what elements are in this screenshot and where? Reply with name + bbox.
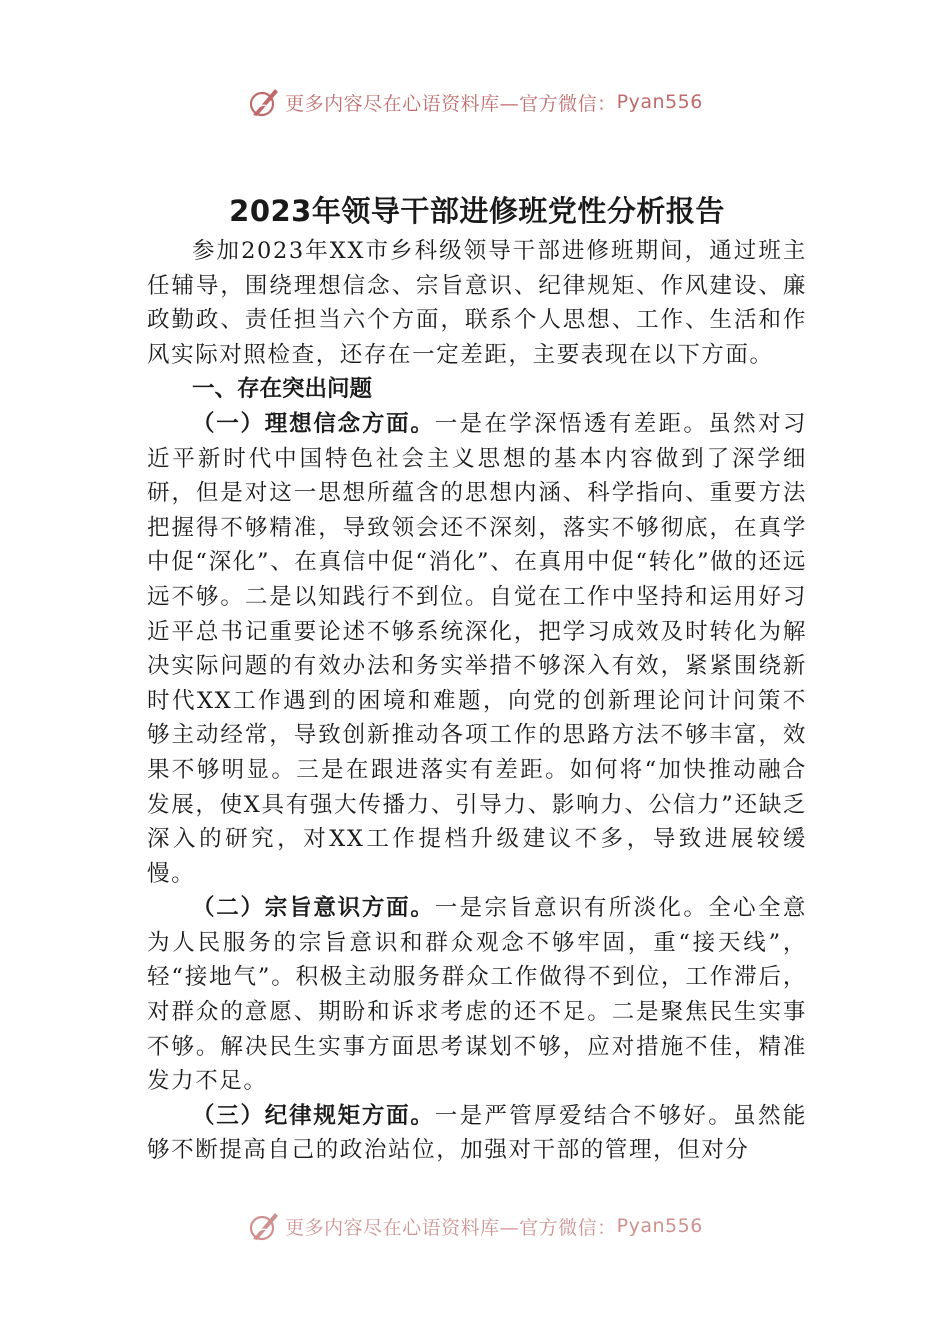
quill-pen-logo-icon <box>247 1209 281 1243</box>
paragraph-discipline-body: 一是严管厚爱结合不够好。虽然能够不断提高自己的政治站位，加强对干部的管理，但对分 <box>147 1102 807 1164</box>
document-body <box>147 188 807 1168</box>
subheading-discipline: （三）纪律规矩方面。 <box>192 1102 435 1129</box>
subheading-purpose: （二）宗旨意识方面。 <box>192 895 435 922</box>
document-title: 2023年领导干部进修班党性分析报告 <box>229 194 725 228</box>
subheading-ideals: （一）理想信念方面。 <box>192 410 435 437</box>
paragraph-ideals <box>147 407 807 891</box>
paragraph-discipline <box>147 1099 807 1168</box>
paragraph-ideals-body: 一是在学深悟透有差距。虽然对习近平新时代中国特色社会主义思想的基本内容做到了深学细研，但是对这一思想所蕴含的思想内涵、科学指向、重要方法把握得不够精准，导致领会还不深刻，落实不够彻底，在真学中促“深化”、在真信中促“消化”、在真用中促“转化”做的还远远不够。二是以知践行不到位。自觉在工作中坚持和运用好习近平总书记重要论述不够系统深化，把学习成效及时转化为解决实际问题的有效办法和务实举措不够深入有效，紧紧围绕新时代XX工作遇到的困境和难题，向党的创新理论问计问策不够主动经常，导致创新推动各项工作的思路方法不够丰富，效果不够明显。三是在跟进落实有差距。如何将“加快推动融合发展，使X具有强大传播力、引导力、影响力、公信力”还缺乏深入的研究，对XX工作提档升级建议不多，导致进展较缓慢。 <box>147 410 807 887</box>
section-heading: 一、存在突出问题 <box>192 376 373 403</box>
watermark-header <box>0 82 950 122</box>
watermark-wechat-id: Pyan556 <box>616 91 703 113</box>
watermark-text: 更多内容尽在心语资料库—官方微信： <box>285 92 617 115</box>
watermark-footer <box>0 1206 950 1246</box>
paragraph-purpose <box>147 891 807 1099</box>
intro-paragraph: 参加2023年XX市乡科级领导干部进修班期间，通过班主任辅导，围绕理想信念、宗旨意识、纪律规矩、作风建设、廉政勤政、责任担当六个方面，联系个人思想、工作、生活和作风实际对照检查，还存在一定差距，主要表现在以下方面。 <box>147 238 807 368</box>
paragraph-purpose-body: 一是宗旨意识有所淡化。全心全意为人民服务的宗旨意识和群众观念不够牢固，重“接天线”，轻“接地气”。积极主动服务群众工作做得不到位，工作滞后，对群众的意愿、期盼和诉求考虑的还不足。二是聚焦民生实事不够。解决民生实事方面思考谋划不够，应对措施不佳，精准发力不足。 <box>147 895 807 1095</box>
watermark-wechat-id: Pyan556 <box>616 1215 703 1237</box>
watermark-text: 更多内容尽在心语资料库—官方微信： <box>285 1216 617 1239</box>
quill-pen-logo-icon <box>247 85 281 119</box>
